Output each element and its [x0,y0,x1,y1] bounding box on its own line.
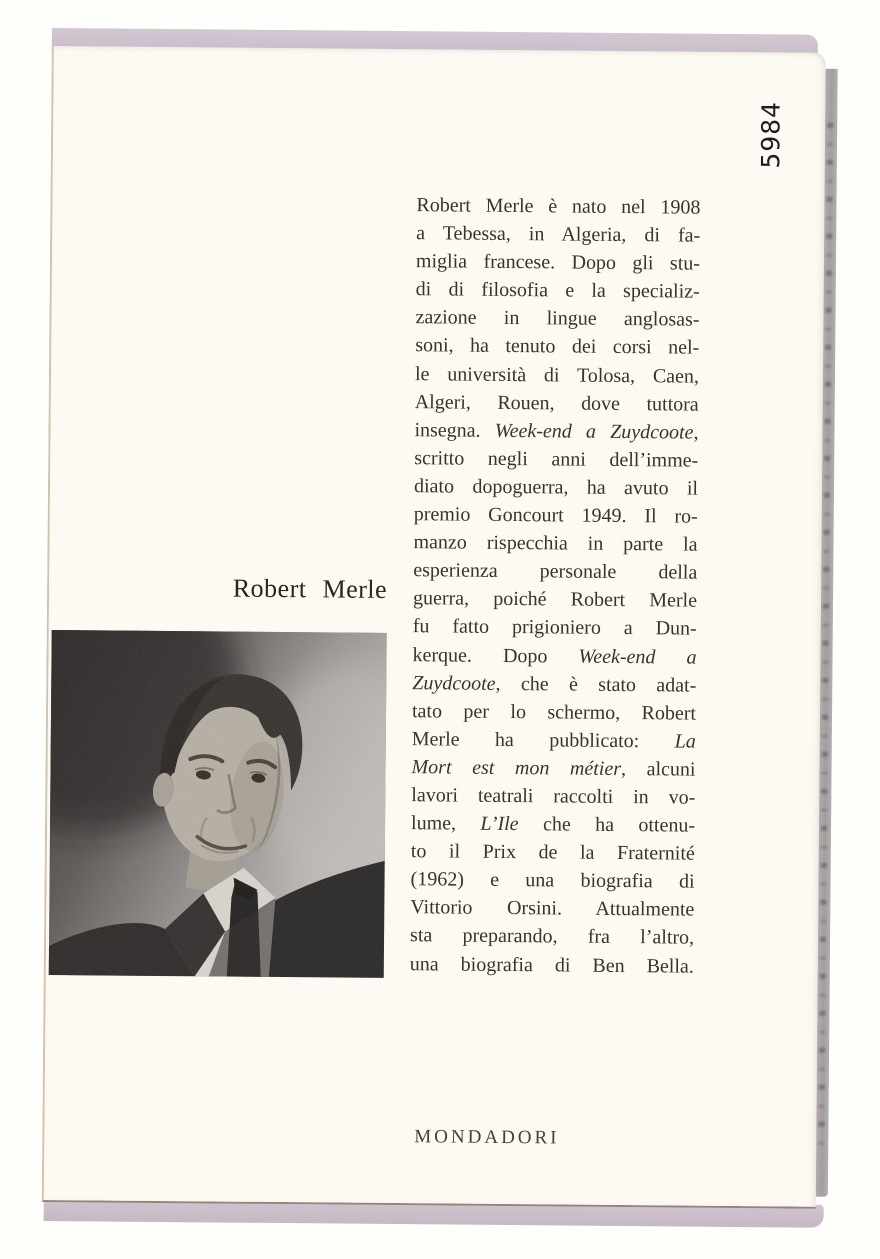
bio-line: manzo rispecchia in parte la [413,531,698,556]
author-caption: Robert Merle [232,573,388,604]
bio-line: a Tebessa, in Algeria, di fa- [416,222,701,247]
bio-line: premio Goncourt 1949. Il ro- [413,503,698,528]
bio-line: zazione in lingue anglosas- [415,306,700,332]
bio-line: diato dopoguerra, ha avuto il [413,475,699,500]
bio-line: Merle ha pubblicato: La [411,727,696,753]
bio-line: Mort est mon métier, alcuni [411,756,696,781]
bio-line: una biografia di Ben Bella. [409,952,694,978]
bio-line: Vittorio Orsini. Attualmente [410,896,695,921]
bio-line: soni, ha tenuto dei corsi nel- [415,334,700,360]
bio-line: Algeri, Rouen, dove tuttora [414,390,699,416]
catalog-number-text: 5984 [756,100,786,169]
bio-line: (1962) e una biografia di [410,868,695,893]
bio-line: miglia francese. Dopo gli stu- [415,250,701,275]
portrait-illustration [49,630,387,978]
bio-line: Robert Merle è nato nel 1908 [416,194,701,219]
bio-line: di di filosofia e la specializ- [415,278,700,303]
bio-line: le università di Tolosa, Caen, [414,362,700,388]
bio-line: lume, L’Ile che ha ottenu- [410,812,696,837]
bio-line: esperienza personale della [413,559,698,584]
bio-line: scritto negli anni dell’imme- [414,447,699,472]
portrait-photo [49,630,387,978]
bio-line: guerra, poiché Robert Merle [412,587,698,612]
bio-line: insegna. Week-end a Zuydcoote, [414,418,699,444]
catalog-number [755,96,788,172]
bio-line: kerque. Dopo Week-end a [412,643,697,669]
bio-text [410,191,701,980]
bio-line: tato per lo schermo, Robert [411,699,697,725]
flap-page [42,46,826,1209]
book-flap-scan [41,28,851,1240]
bio-line: to il Prix de la Fraternité [410,840,695,865]
publisher-imprint: MONDADORI [414,1126,560,1149]
bio-line: lavori teatrali raccolti in vo- [411,784,696,809]
bio-line: Zuydcoote, che è stato adat- [412,671,697,697]
bio-line: sta preparando, fra l’altro, [409,924,695,950]
bio-line: fu fatto prigioniero a Dun- [412,615,697,641]
